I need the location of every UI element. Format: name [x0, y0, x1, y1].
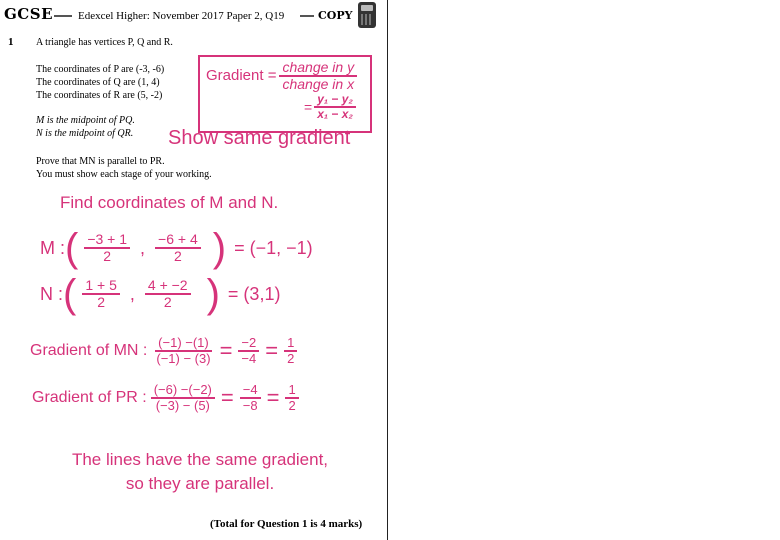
pr-gradient-working	[32, 383, 299, 412]
conclusion-line-1: The lines have the same gradient,	[71, 450, 329, 469]
n-working: N : ( $\frac{1 + 5}{2}$ , $\frac{4 + -2}{2}$ ) = (3,1)	[40, 272, 281, 316]
pr-num2: −4	[240, 383, 261, 399]
m-y-denominator: 2	[174, 248, 182, 264]
change-fraction	[279, 60, 357, 91]
brand-logo: GCSE	[4, 5, 54, 23]
n-label: N :	[40, 283, 64, 304]
pr-fraction	[151, 383, 215, 412]
m-result: = (−1, −1)	[234, 237, 313, 258]
n-y-numerator: 4 + −2	[145, 278, 191, 295]
mn-gradient-working	[30, 336, 297, 365]
m-label: M :	[40, 237, 65, 258]
coordinate-list	[36, 63, 164, 102]
m-y-fraction	[155, 232, 201, 263]
mn-denominator: (−1) − (3)	[156, 350, 211, 366]
mn-den3: 2	[287, 350, 295, 366]
n-x-fraction	[82, 278, 120, 309]
m-comma: ,	[140, 237, 146, 258]
y-difference: y₁ − y₂	[314, 93, 356, 108]
task-working: You must show each stage of your working.	[36, 169, 212, 180]
midpoint-m: M is the midpoint of PQ.	[36, 115, 135, 126]
page-edge	[387, 0, 388, 540]
mn-den2: −4	[241, 350, 257, 366]
mn-equals-1: =	[219, 337, 233, 363]
mn-numerator: (−1) −(1)	[155, 336, 212, 352]
m-x-denominator: 2	[103, 248, 112, 264]
question-number: 1	[8, 36, 14, 48]
task-statements	[36, 155, 212, 181]
question-intro: A triangle has vertices P, Q and R.	[36, 37, 173, 48]
m-x-numerator: −3 + 1	[84, 232, 130, 249]
n-y-denominator: 2	[163, 294, 172, 310]
mn-simplified-fraction	[238, 336, 259, 365]
pr-denominator: (−3) − (5)	[155, 397, 210, 413]
x-difference: x₁ − x₂	[317, 106, 354, 121]
header-divider-right	[300, 15, 314, 17]
mn-label: Gradient of MN :	[30, 341, 148, 359]
coordinate-fraction	[314, 93, 356, 120]
header-divider	[54, 15, 72, 17]
conclusion	[30, 448, 370, 496]
pr-equals-1: =	[220, 384, 234, 410]
pr-equals-2: =	[266, 384, 280, 410]
total-marks: (Total for Question 1 is 4 marks)	[210, 518, 363, 530]
conclusion-line-2: so they are parallel.	[125, 474, 275, 493]
pr-den2: −8	[242, 397, 258, 413]
formula-equals: =	[304, 98, 313, 115]
n-comma: ,	[129, 283, 135, 304]
n-y-fraction	[145, 278, 191, 309]
mn-result-fraction	[284, 336, 297, 365]
midpoint-n: N is the midpoint of QR.	[36, 128, 134, 139]
n-x-numerator: 1 + 5	[82, 278, 120, 295]
paper-reference: Edexcel Higher: November 2017 Paper 2, Q19	[78, 10, 285, 22]
calculator-icon	[358, 2, 376, 28]
n-result: = (3,1)	[227, 283, 281, 304]
mn-fraction	[153, 336, 213, 365]
gradient-formula-line2	[304, 93, 356, 120]
coord-q: The coordinates of Q are (1, 4)	[36, 77, 160, 88]
task-prove: Prove that MN is parallel to PR.	[36, 156, 165, 167]
change-in-x: change in x	[282, 75, 355, 92]
show-same-gradient-note: Show same gradient	[168, 127, 351, 149]
mn-equals-2: =	[265, 337, 279, 363]
gradient-label: Gradient =	[206, 67, 277, 85]
copy-label: COPY	[318, 9, 353, 22]
m-x-fraction	[84, 232, 130, 263]
coord-r: The coordinates of R are (5, -2)	[36, 90, 163, 101]
pr-result-fraction	[285, 383, 298, 412]
n-x-denominator: 2	[97, 294, 105, 310]
find-coordinates-note: Find coordinates of M and N.	[60, 193, 279, 212]
m-y-numerator: −6 + 4	[155, 232, 201, 249]
pr-den3: 2	[288, 397, 296, 413]
pr-num3: 1	[285, 383, 298, 399]
midpoint-statements	[36, 114, 135, 140]
change-in-y: change in y	[279, 60, 357, 77]
mn-num2: −2	[238, 336, 259, 352]
pr-label: Gradient of PR :	[32, 388, 147, 406]
m-working: M : ( $\frac{-3 + 1}{2}$ , $\frac{-6 + 4}{2}$ ) = (−1, −1)	[40, 226, 313, 270]
pr-simplified-fraction	[240, 383, 261, 412]
coord-p: The coordinates of P are (-3, -6)	[36, 64, 165, 75]
mn-num3: 1	[284, 336, 297, 352]
pr-numerator: (−6) −(−2)	[151, 383, 215, 399]
gradient-formula-line1	[206, 60, 357, 91]
